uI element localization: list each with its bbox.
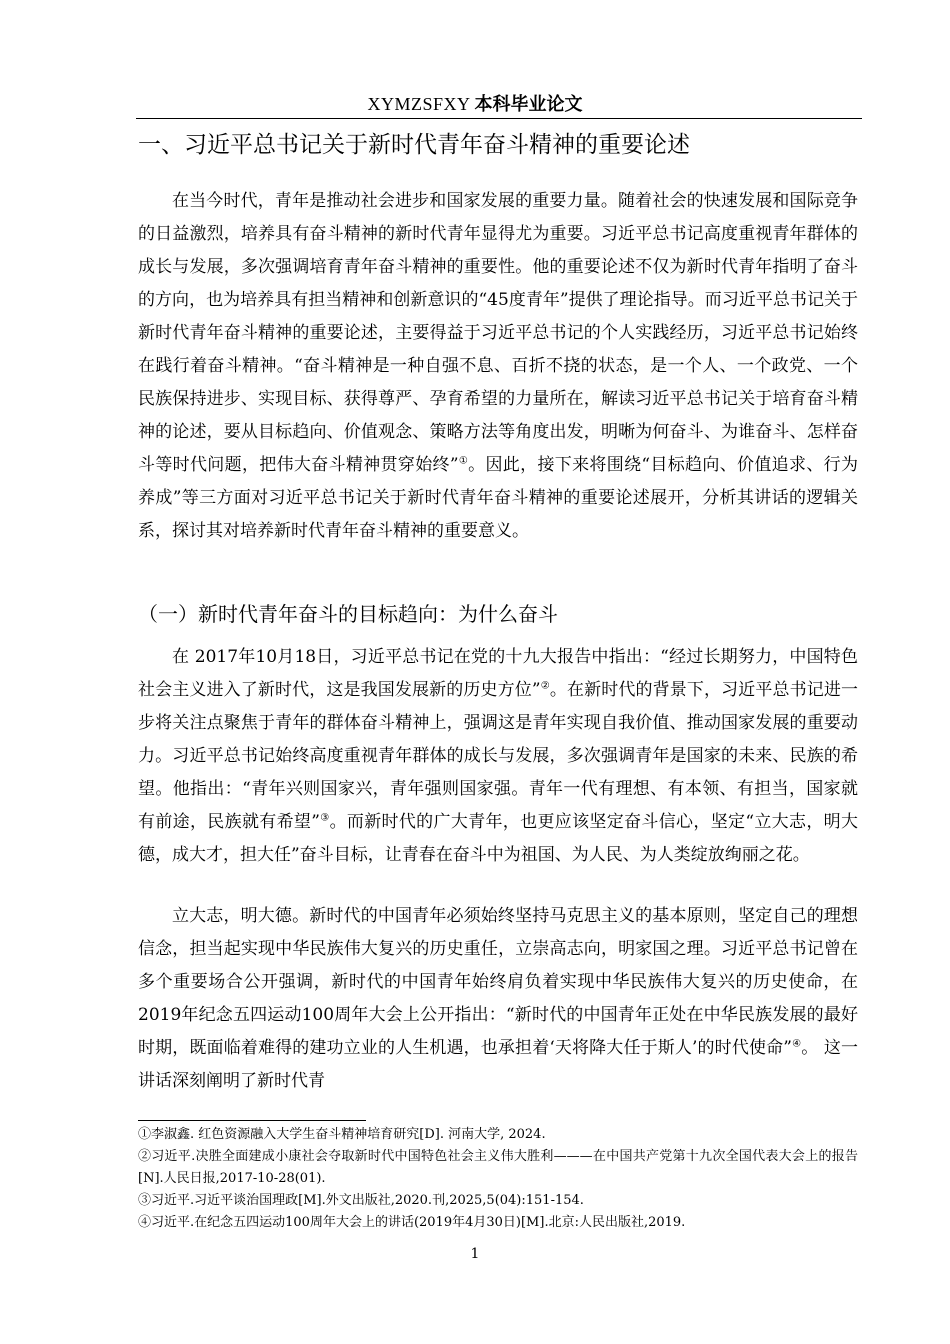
paragraph-text: 。而新时代的广大青年，也更应该坚定奋斗信心，坚定“立大志，明大德，成大才，担大任”奋斗目标，让青春在奋斗中为祖国、为人民、为人类绽放绚丽之花。 bbox=[138, 812, 858, 865]
paragraph-text: 立大志，明大德。新时代的中国青年必须始终坚持马克思主义的基本原则，坚定自己的理想信念，担当起实现中华民族伟大复兴的历史重任，立崇高志向，明家国之理。习近平总书记曾在多个重要场合公开强调，新时代的中国青年始终肩负着实现中华民族伟大复兴的历史使命，在2019年纪念五四运动100周年大会上公开指出：“新时代的中国青年正处在中华民族发展的最好时期，既面临着难得的建功立业的人生机遇，也承担着‘天将降大任于斯人’的时代使命” bbox=[138, 906, 858, 1058]
footnotes bbox=[138, 1124, 858, 1234]
paragraph-ambition bbox=[138, 900, 858, 1098]
header-latin: XYMZSFXY bbox=[367, 94, 471, 114]
footnote-2: ②习近平.决胜全面建成小康社会夺取新时代中国特色社会主义伟大胜利———在中国共产党第十九次全国代表大会上的报告[N].人民日报,2017-10-28(01). bbox=[138, 1149, 858, 1186]
subsection-title: （一）新时代青年奋斗的目标趋向：为什么奋斗 bbox=[138, 602, 558, 626]
header-rule bbox=[136, 118, 862, 119]
header-title: 本科毕业论文 bbox=[474, 94, 583, 115]
footnote-ref[interactable]: ① bbox=[458, 455, 469, 467]
paragraph-text: 。在新时代的背景下，习近平总书记进一步将关注点聚焦于青年的群体奋斗精神上，强调这是青年实现自我价值、推动国家发展的重要动力。习近平总书记始终高度重视青年群体的成长与发展，多次强调青年是国家的未来、民族的希望。他指出：“青年兴则国家兴，青年强则国家强。青年一代有理想、有本领、有担当，国家就有前途，民族就有希望” bbox=[138, 680, 858, 832]
page-number: 1 bbox=[470, 1246, 480, 1262]
footnote-1: ①李淑鑫. 红色资源融入大学生奋斗精神培育研究[D]. 河南大学, 2024. bbox=[138, 1127, 546, 1142]
paragraph-text: 。因此，接下来将围绕“目标趋向、价值追求、行为养成”等三方面对习近平总书记关于新时代青年奋斗精神的重要论述展开，分析其讲话的逻辑关系，探讨其对培养新时代青年奋斗精神的重要意义。 bbox=[138, 455, 858, 541]
paragraph-goal bbox=[138, 641, 858, 872]
footnote-ref[interactable]: ④ bbox=[791, 1038, 802, 1050]
footnote-ref[interactable]: ② bbox=[540, 680, 550, 692]
paragraph-intro bbox=[138, 185, 858, 548]
paragraph-text: 在当今时代，青年是推动社会进步和国家发展的重要力量。随着社会的快速发展和国际竞争的日益激烈，培养具有奋斗精神的新时代青年显得尤为重要。习近平总书记高度重视青年群体的成长与发展，多次强调培育青年奋斗精神的重要性。他的重要论述不仅为新时代青年指明了奋斗的方向，也为培养具有担当精神和创新意识的“45度青年”提供了理论指导。而习近平总书记关于新时代青年奋斗精神的重要论述，主要得益于习近平总书记的个人实践经历，习近平总书记始终在践行着奋斗精神。“奋斗精神是一种自强不息、百折不挠的状态，是一个人、一个政党、一个民族保持进步、实现目标、获得尊严、孕育希望的力量所在，解读习近平总书记关于培育奋斗精神的论述，要从目标趋向、价值观念、策略方法等角度出发，明晰为何奋斗、为谁奋斗、怎样奋斗等时代问题，把伟大奋斗精神贯穿始终” bbox=[138, 191, 858, 475]
page-header bbox=[0, 92, 950, 117]
footnote-separator bbox=[138, 1120, 366, 1121]
paragraph-text: 。 这一讲话深刻阐明了新时代青 bbox=[138, 1038, 859, 1091]
footnote-3: ③习近平.习近平谈治国理政[M].外文出版社,2020.刊,2025,5(04):151-154. bbox=[138, 1193, 584, 1208]
footnote-4: ④习近平.在纪念五四运动100周年大会上的讲话(2019年4月30日)[M].北京:人民出版社,2019. bbox=[138, 1215, 686, 1230]
footnote-ref[interactable]: ③ bbox=[319, 812, 330, 824]
paragraph-text: 在 2017年10月18日，习近平总书记在党的十九大报告中指出：“经过长期努力，中国特色社会主义进入了新时代，这是我国发展新的历史方位” bbox=[138, 647, 858, 700]
section-title: 一、习近平总书记关于新时代青年奋斗精神的重要论述 bbox=[138, 132, 690, 158]
